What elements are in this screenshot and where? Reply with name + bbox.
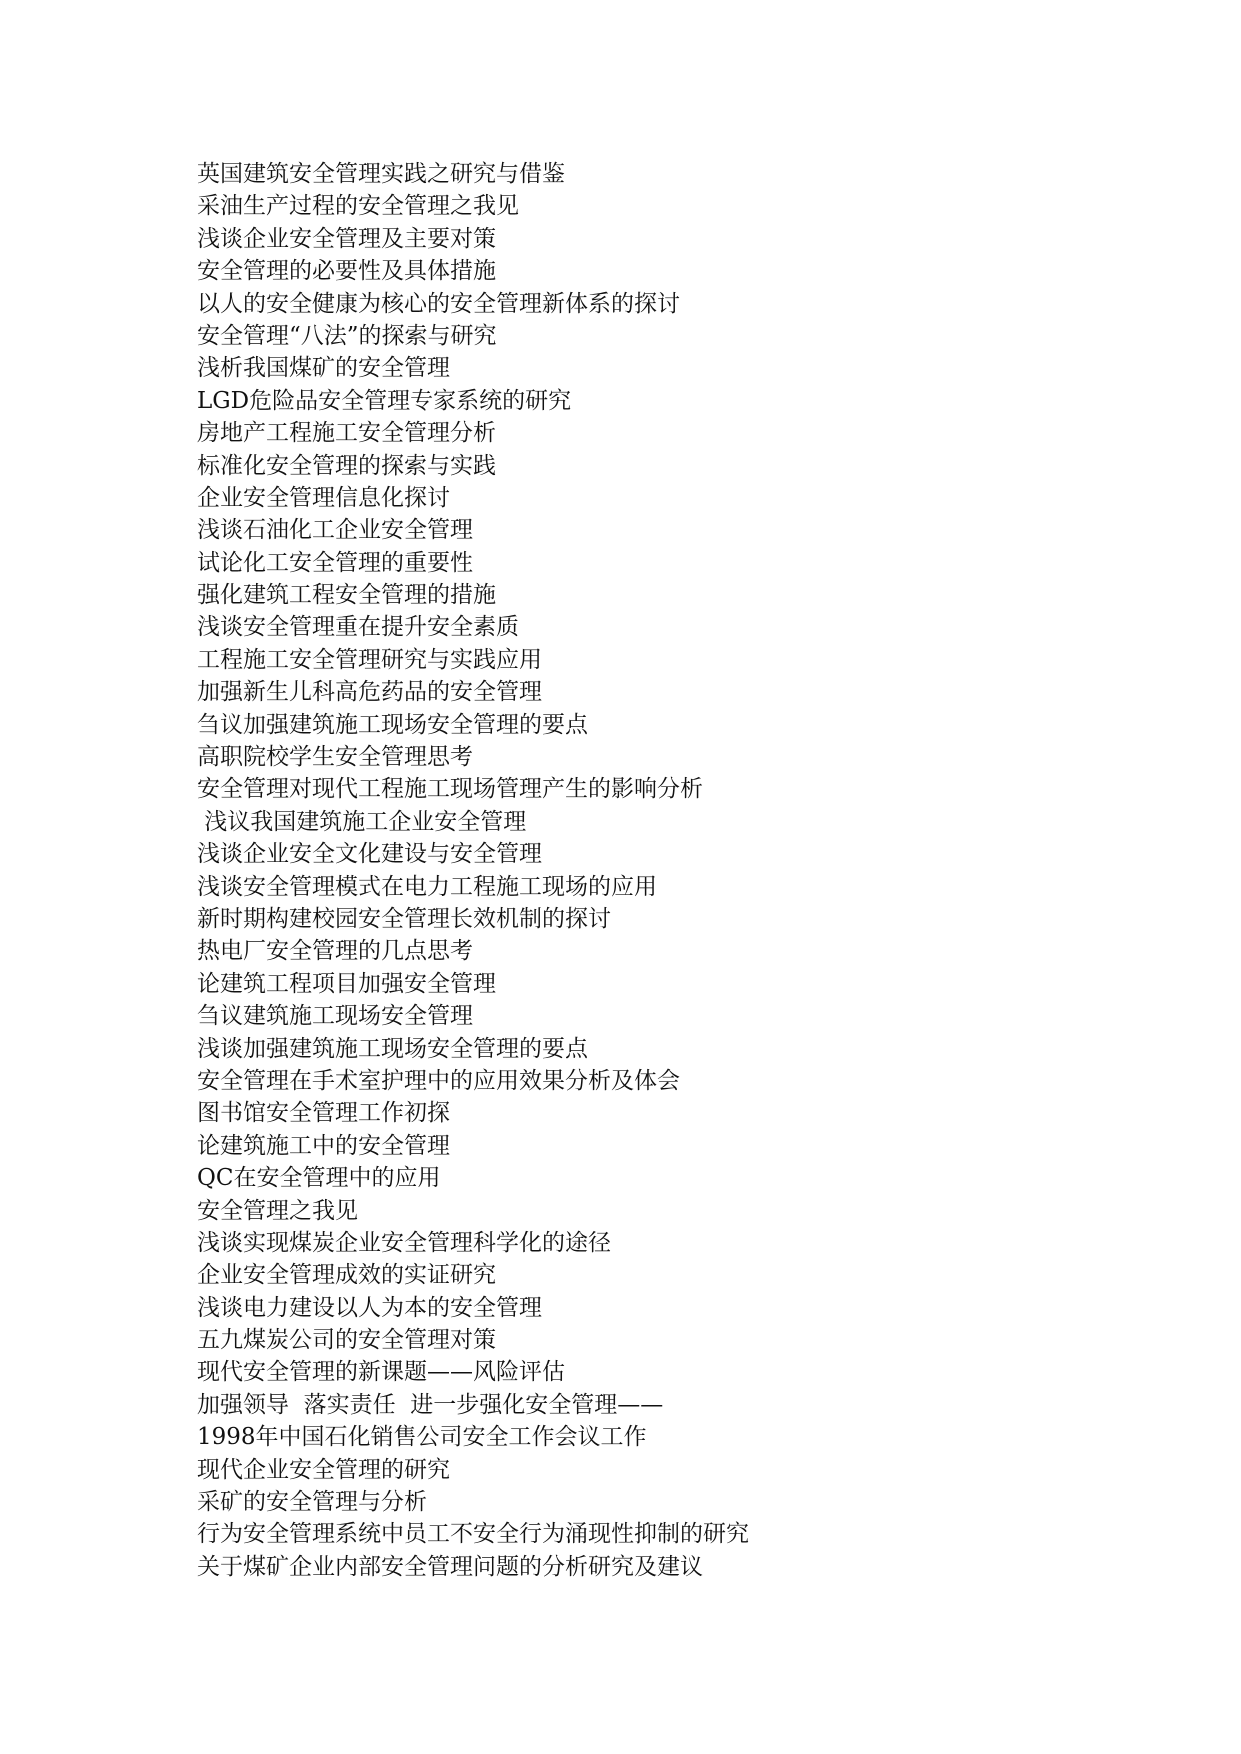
list-item: 标准化安全管理的探索与实践 [197,452,496,479]
list-item: 安全管理对现代工程施工现场管理产生的影响分析 [197,776,703,803]
list-item: 浅谈电力建设以人为本的安全管理 [197,1294,542,1321]
list-item: 浅谈企业安全文化建设与安全管理 [197,841,542,868]
list-item: 浅议我国建筑施工企业安全管理 [197,808,527,835]
list-item: 论建筑工程项目加强安全管理 [197,970,496,997]
list-item: 安全管理的必要性及具体措施 [197,258,496,285]
article-title-list [197,158,749,1583]
list-item: LGD危险品安全管理专家系统的研究 [197,387,572,414]
list-item: 行为安全管理系统中员工不安全行为涌现性抑制的研究 [197,1521,749,1548]
list-item: 浅谈加强建筑施工现场安全管理的要点 [197,1035,588,1062]
list-item: 采矿的安全管理与分析 [197,1489,427,1516]
list-item: 现代安全管理的新课题——风险评估 [197,1359,565,1386]
list-item: 加强新生儿科高危药品的安全管理 [197,679,542,706]
list-item: 工程施工安全管理研究与实践应用 [197,646,542,673]
list-item: 浅析我国煤矿的安全管理 [197,355,450,382]
list-item: 浅谈安全管理模式在电力工程施工现场的应用 [197,873,657,900]
list-item: 论建筑施工中的安全管理 [197,1132,450,1159]
list-item: 企业安全管理信息化探讨 [197,484,450,511]
list-item: 高职院校学生安全管理思考 [197,744,473,771]
list-item: 浅谈石油化工企业安全管理 [197,517,473,544]
list-item: 英国建筑安全管理实践之研究与借鉴 [197,161,565,187]
list-item: 安全管理在手术室护理中的应用效果分析及体会 [197,1067,680,1094]
list-item: 采油生产过程的安全管理之我见 [197,193,519,220]
list-item: 强化建筑工程安全管理的措施 [197,582,496,609]
list-item: 浅谈实现煤炭企业安全管理科学化的途径 [197,1229,611,1256]
list-item: 关于煤矿企业内部安全管理问题的分析研究及建议 [197,1553,703,1580]
list-item: 现代企业安全管理的研究 [197,1456,450,1483]
list-item: 以人的安全健康为核心的安全管理新体系的探讨 [197,290,680,317]
list-item: 新时期构建校园安全管理长效机制的探讨 [197,905,611,932]
list-item: 安全管理之我见 [197,1197,358,1224]
list-item: 安全管理“八法”的探索与研究 [197,322,497,349]
list-item: 试论化工安全管理的重要性 [197,549,473,576]
list-item: 加强领导 落实责任 进一步强化安全管理—— [197,1391,664,1418]
list-item: 图书馆安全管理工作初探 [197,1100,450,1127]
list-item: 浅谈企业安全管理及主要对策 [197,225,496,252]
list-item: 1998年中国石化销售公司安全工作会议工作 [197,1424,647,1451]
list-item: 企业安全管理成效的实证研究 [197,1262,496,1289]
list-item: QC在安全管理中的应用 [197,1165,441,1192]
list-item: 刍议建筑施工现场安全管理 [197,1003,473,1030]
list-item: 房地产工程施工安全管理分析 [197,420,496,447]
list-item: 五九煤炭公司的安全管理对策 [197,1327,496,1354]
list-item: 浅谈安全管理重在提升安全素质 [197,614,519,641]
list-item: 热电厂安全管理的几点思考 [197,938,473,965]
list-item: 刍议加强建筑施工现场安全管理的要点 [197,711,588,738]
